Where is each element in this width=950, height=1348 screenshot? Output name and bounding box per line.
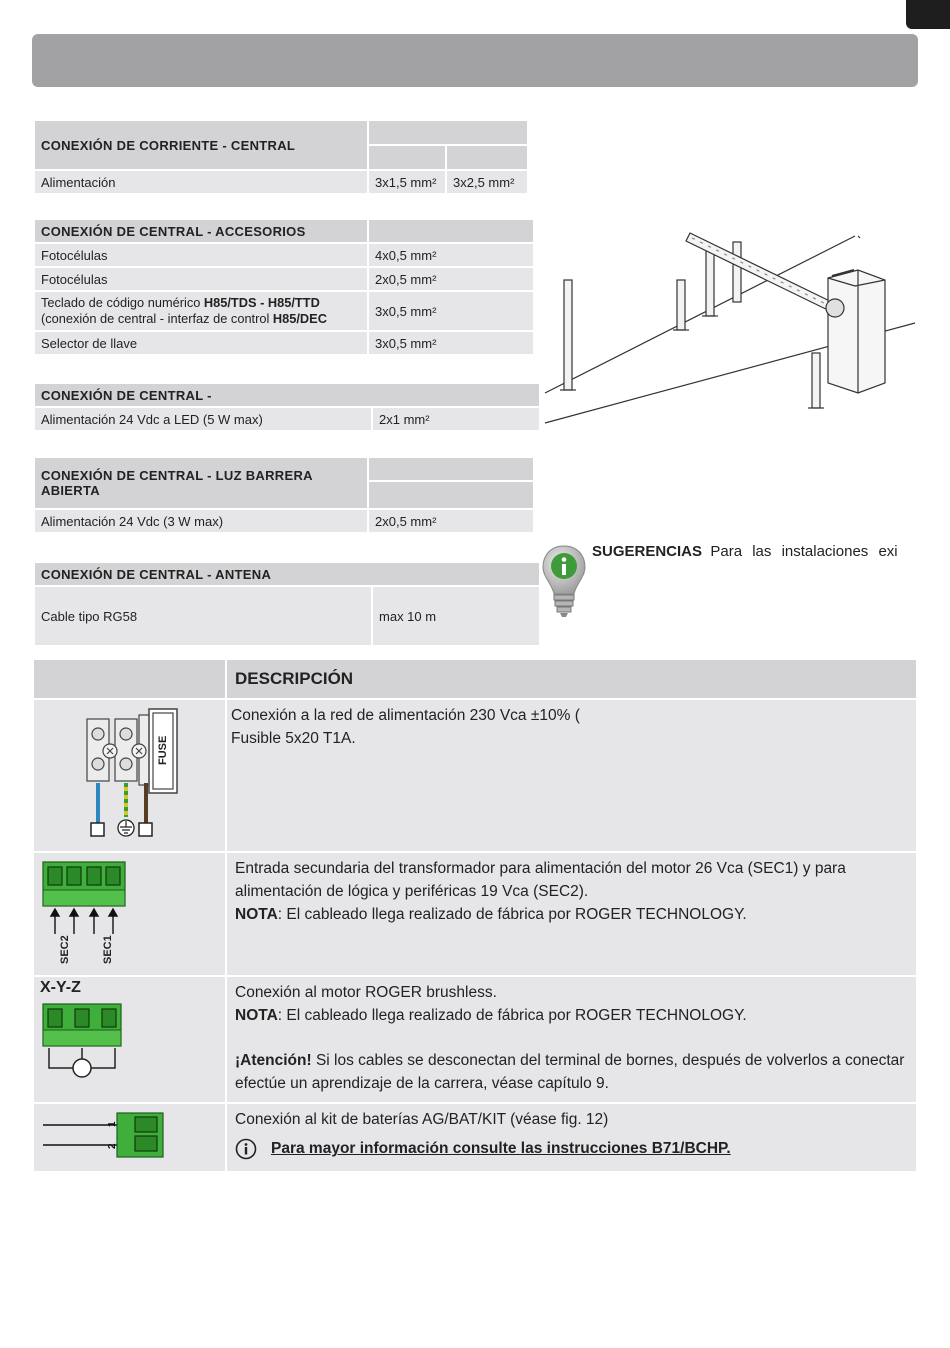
- row-label: Alimentación 24 Vdc a LED (5 W max): [35, 408, 371, 430]
- sec2-label: SEC2: [59, 935, 71, 964]
- barrier-installation-illustration: [540, 218, 920, 438]
- row-label: Alimentación: [35, 171, 367, 193]
- sec-description: Entrada secundaria del transformador para alimentación del motor 26 Vca (SEC1) y para alimentación de lógica y periféricas 19 Vca (SEC2). NOTA: El cableado llega realizado de fábrica por ROGER TECHNOLOGY.: [227, 853, 916, 975]
- table-header: CONEXIÓN DE CENTRAL - ACCESORIOS: [35, 220, 367, 242]
- table-barrier-light: [33, 456, 535, 534]
- mains-description: Conexión a la red de alimentación 230 Vca ±10% ( Fusible 5x20 T1A.: [227, 700, 916, 851]
- motor-terminal-cell: [34, 977, 225, 1102]
- table-power-central: [33, 119, 529, 195]
- row-value: 4x0,5 mm²: [369, 244, 533, 266]
- row-label: Selector de llave: [35, 332, 367, 354]
- row-label-keypad: Teclado de código numérico H85/TDS - H85/TTD (conexión de central - interfaz de control H85/DEC: [35, 292, 367, 330]
- sec1-label: SEC1: [102, 935, 114, 964]
- tip-body: Para las instalaciones exi: [710, 543, 898, 560]
- motor-description: Conexión al motor ROGER brushless. NOTA: El cableado llega realizado de fábrica por ROGER TECHNOLOGY. ¡Atención! Si los cables se desconectan del terminal de bornes, después de volverlos a conectar efectúe un aprendizaje de la carrera, véase capítulo 9.: [227, 977, 916, 1102]
- table-led: [33, 382, 541, 432]
- table-subheader-empty: [369, 146, 445, 169]
- row-label: Alimentación 24 Vdc (3 W max): [35, 510, 367, 532]
- table-header-empty: [369, 458, 533, 480]
- row-value: max 10 m: [373, 587, 539, 645]
- info-link: Para mayor información consulte las instrucciones B71/BCHP.: [271, 1140, 731, 1157]
- row-label: Fotocélulas: [35, 244, 367, 266]
- table-header-empty: [369, 220, 533, 242]
- desc-header-empty: [34, 660, 225, 698]
- pin-1-label: 1: [107, 1121, 118, 1127]
- info-circle-icon: [235, 1138, 257, 1160]
- section-header-bar: [32, 34, 918, 87]
- row-label: Fotocélulas: [35, 268, 367, 290]
- table-header: CONEXIÓN DE CENTRAL - LUZ BARRERA ABIERTA: [35, 458, 367, 508]
- row-value: 3x0,5 mm²: [369, 332, 533, 354]
- description-table: [32, 658, 918, 1173]
- row-value: 3x0,5 mm²: [369, 292, 533, 330]
- table-header-empty: [369, 121, 527, 144]
- row-value: 2x0,5 mm²: [369, 510, 533, 532]
- battery-description: Conexión al kit de baterías AG/BAT/KIT (véase fig. 12) Para mayor información consulte las instrucciones B71/BCHP.: [227, 1104, 916, 1171]
- tip-label: SUGERENCIAS: [592, 543, 703, 560]
- row-value: 3x1,5 mm²: [369, 171, 445, 193]
- page-corner-tab: [906, 0, 950, 29]
- battery-terminal-cell: [34, 1104, 225, 1171]
- tip-text: [592, 542, 910, 562]
- info-line: [235, 1137, 908, 1160]
- sec-terminal-diagram: [35, 854, 224, 969]
- row-value: 2x1 mm²: [373, 408, 539, 430]
- table-header: CONEXIÓN DE CENTRAL - ANTENA: [35, 563, 539, 585]
- row-value: 3x2,5 mm²: [447, 171, 527, 193]
- sec-terminal-cell: [34, 853, 225, 975]
- xyz-label: X-Y-Z: [40, 979, 81, 996]
- lightbulb-info-icon: [540, 544, 588, 618]
- table-subheader-empty: [369, 482, 533, 508]
- pin-2-label: 2: [107, 1143, 118, 1149]
- mains-terminal-diagram: [35, 701, 224, 845]
- mains-terminal-cell: [34, 700, 225, 851]
- table-subheader-empty: [447, 146, 527, 169]
- row-label: Cable tipo RG58: [35, 587, 371, 645]
- battery-terminal-diagram: [35, 1105, 224, 1165]
- table-header: CONEXIÓN DE CORRIENTE - CENTRAL: [35, 121, 367, 169]
- table-accessories: [33, 218, 535, 356]
- table-header: CONEXIÓN DE CENTRAL -: [35, 384, 539, 406]
- desc-header: DESCRIPCIÓN: [227, 660, 916, 698]
- row-value: 2x0,5 mm²: [369, 268, 533, 290]
- table-antenna: [33, 561, 541, 647]
- fuse-label: FUSE: [157, 735, 169, 765]
